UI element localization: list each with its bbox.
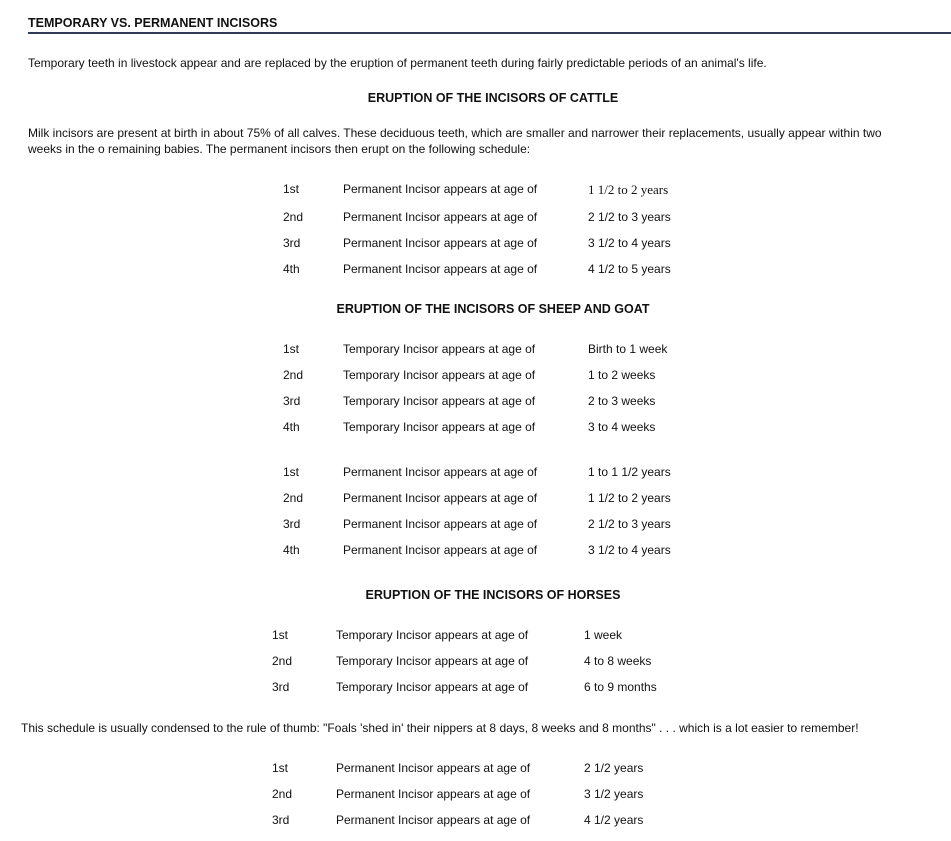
- age: Birth to 1 week: [588, 342, 668, 356]
- description: Permanent Incisor appears at age of: [343, 465, 538, 479]
- description: Temporary Incisor appears at age of: [336, 680, 529, 694]
- sheep-goat-heading: ERUPTION OF THE INCISORS OF SHEEP AND GOAT: [336, 302, 650, 316]
- rule-of-thumb-text: This schedule is usually condensed to the rule of thumb: "Foals 'shed in' their nippers at 8 days, 8 weeks and 8 months" . . . which is a lot easier to remember!: [21, 721, 859, 735]
- horses-heading: ERUPTION OF THE INCISORS OF HORSES: [365, 588, 621, 602]
- age: 1 to 2 weeks: [588, 368, 656, 382]
- age: 3 1/2 years: [584, 787, 644, 801]
- ordinal: 2nd: [283, 210, 304, 224]
- ordinal: 2nd: [272, 654, 293, 668]
- ordinal: 4th: [283, 262, 300, 276]
- ordinal: 2nd: [272, 787, 293, 801]
- ordinal: 4th: [283, 543, 300, 557]
- age: 3 1/2 to 4 years: [588, 543, 671, 557]
- ordinal: 3rd: [283, 394, 301, 408]
- age: 2 1/2 to 3 years: [588, 517, 671, 531]
- description: Temporary Incisor appears at age of: [336, 654, 529, 668]
- age: 4 1/2 to 5 years: [588, 262, 671, 276]
- age: 2 1/2 years: [584, 761, 644, 775]
- age: 1 1/2 to 2 years: [588, 491, 671, 505]
- age: 6 to 9 months: [584, 680, 657, 694]
- age: 3 to 4 weeks: [588, 420, 656, 434]
- description: Permanent Incisor appears at age of: [336, 813, 531, 827]
- description: Permanent Incisor appears at age of: [343, 262, 538, 276]
- ordinal: 3rd: [283, 236, 301, 250]
- description: Temporary Incisor appears at age of: [343, 368, 536, 382]
- cattle-paragraph-line-1: Milk incisors are present at birth in about 75% of all calves. These deciduous teeth, which are smaller and narrower their replacements, usually appear within two: [28, 126, 882, 140]
- ordinal: 3rd: [272, 813, 290, 827]
- age: 4 1/2 years: [584, 813, 644, 827]
- ordinal: 3rd: [272, 680, 290, 694]
- description: Permanent Incisor appears at age of: [343, 210, 538, 224]
- ordinal: 1st: [283, 465, 300, 479]
- cattle-paragraph-line-2: weeks in the o remaining babies. The permanent incisors then erupt on the following schedule:: [28, 142, 531, 156]
- description: Temporary Incisor appears at age of: [336, 628, 529, 642]
- ordinal: 1st: [283, 182, 300, 196]
- description: Permanent Incisor appears at age of: [336, 787, 531, 801]
- description: Permanent Incisor appears at age of: [343, 491, 538, 505]
- age: 1 1/2 to 2 years: [588, 182, 669, 197]
- age: 4 to 8 weeks: [584, 654, 652, 668]
- age: 3 1/2 to 4 years: [588, 236, 671, 250]
- age: 2 to 3 weeks: [588, 394, 656, 408]
- ordinal: 2nd: [283, 491, 304, 505]
- ordinal: 1st: [283, 342, 300, 356]
- age: 1 to 1 1/2 years: [588, 465, 671, 479]
- ordinal: 3rd: [283, 517, 301, 531]
- ordinal: 4th: [283, 420, 300, 434]
- description: Permanent Incisor appears at age of: [343, 182, 538, 196]
- ordinal: 1st: [272, 761, 289, 775]
- description: Permanent Incisor appears at age of: [343, 517, 538, 531]
- intro-paragraph: Temporary teeth in livestock appear and are replaced by the eruption of permanent teeth during fairly predictable periods of an animal's life.: [28, 56, 767, 70]
- description: Temporary Incisor appears at age of: [343, 394, 536, 408]
- cattle-heading: ERUPTION OF THE INCISORS OF CATTLE: [367, 91, 619, 105]
- ordinal: 2nd: [283, 368, 304, 382]
- description: Temporary Incisor appears at age of: [343, 420, 536, 434]
- description: Permanent Incisor appears at age of: [343, 236, 538, 250]
- title-underline: [28, 32, 951, 34]
- description: Permanent Incisor appears at age of: [336, 761, 531, 775]
- age: 2 1/2 to 3 years: [588, 210, 671, 224]
- page-title: TEMPORARY VS. PERMANENT INCISORS: [28, 16, 278, 30]
- description: Temporary Incisor appears at age of: [343, 342, 536, 356]
- ordinal: 1st: [272, 628, 289, 642]
- description: Permanent Incisor appears at age of: [343, 543, 538, 557]
- age: 1 week: [584, 628, 623, 642]
